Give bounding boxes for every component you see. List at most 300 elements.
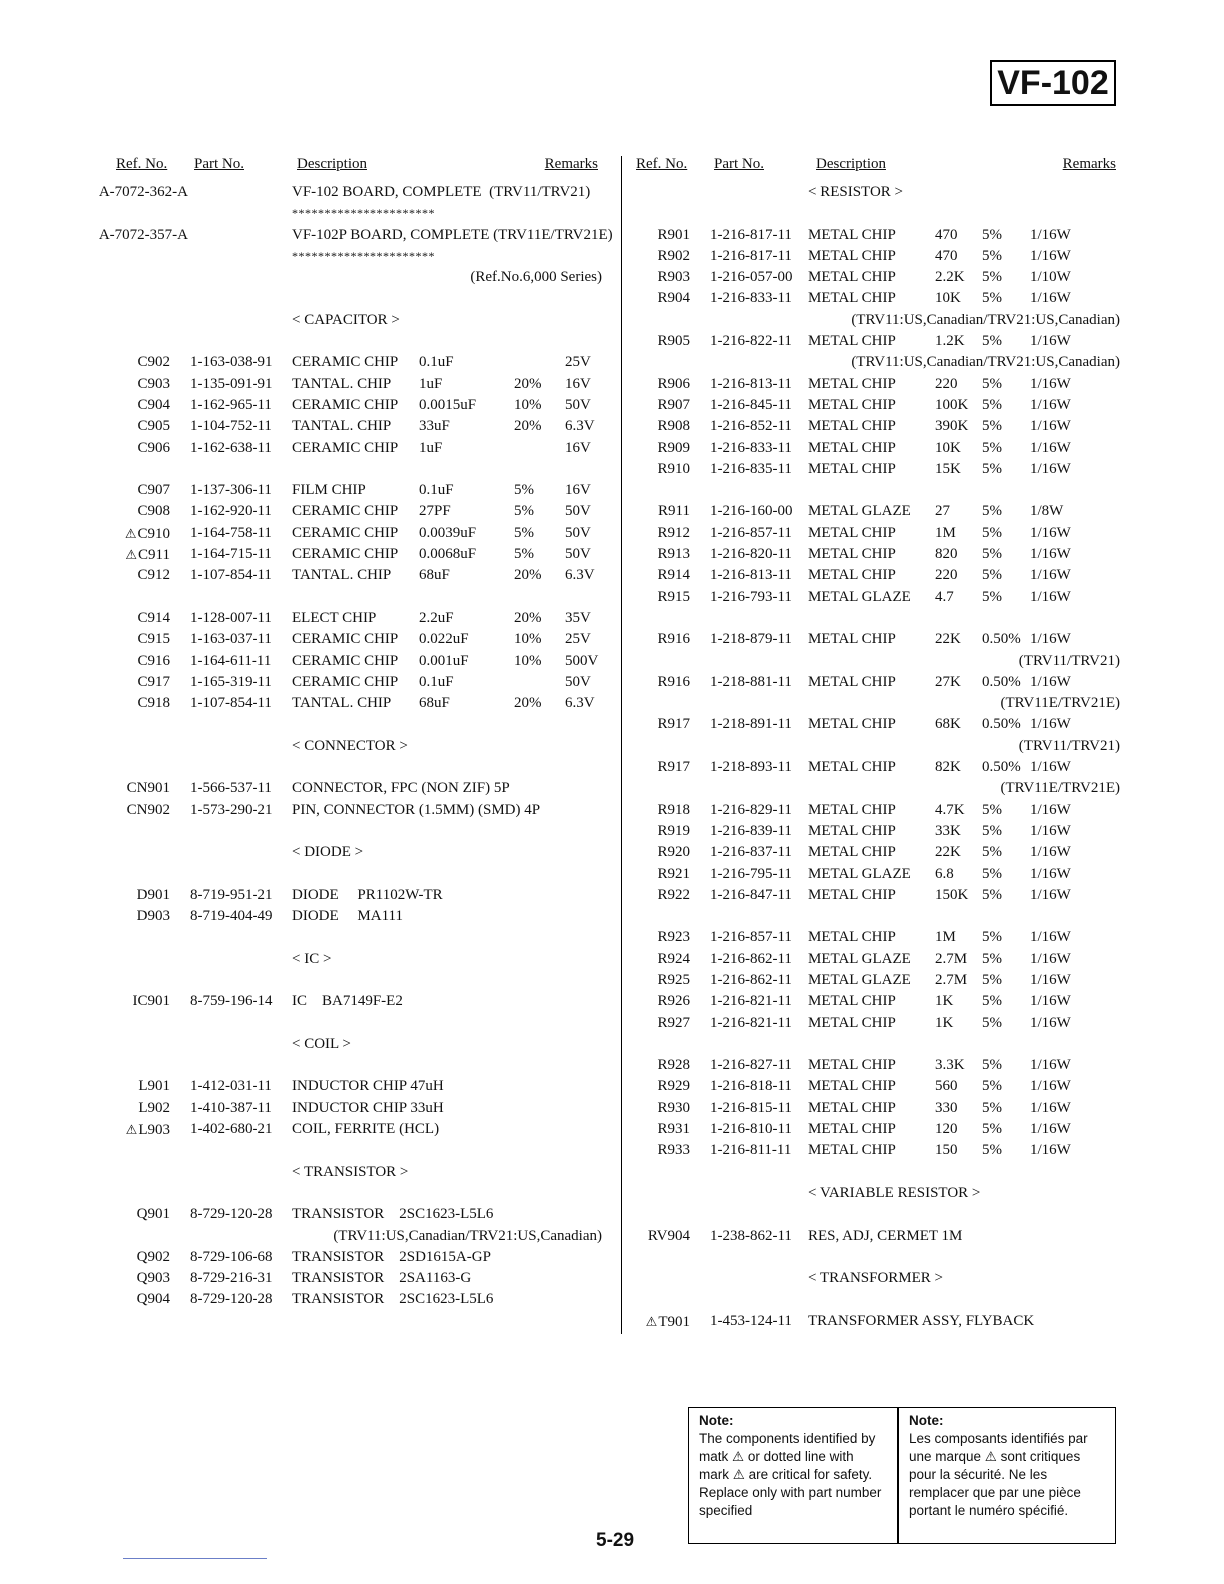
parts-rows	[632, 182, 1120, 1332]
section-heading	[112, 1162, 602, 1183]
ref-number: C912	[137, 567, 170, 584]
ref-cell	[632, 949, 690, 970]
value: 1K	[935, 993, 954, 1010]
ref-cell	[112, 544, 170, 566]
warning-icon: ⚠	[125, 547, 138, 563]
ref-cell	[632, 714, 690, 735]
rating: 1/16W	[1030, 822, 1071, 839]
part-row	[112, 1289, 602, 1310]
ref-cell	[632, 991, 690, 1012]
ref-number: R929	[657, 1078, 690, 1095]
description: METAL CHIP	[808, 993, 896, 1010]
blank-row	[112, 1140, 602, 1161]
part-row	[112, 800, 602, 821]
description: METAL CHIP	[808, 886, 896, 903]
tolerance: 5%	[982, 1142, 1002, 1159]
ref-cell	[632, 672, 690, 693]
part-row	[632, 225, 1120, 246]
ref-cell	[112, 352, 170, 373]
tolerance: 5%	[982, 247, 1002, 264]
rating: 1/8W	[1030, 503, 1064, 520]
ref-cell	[112, 629, 170, 650]
part-row	[632, 459, 1120, 480]
rating: 1/16W	[1030, 524, 1071, 541]
ref-cell	[112, 651, 170, 672]
blank-row	[112, 1013, 602, 1034]
description: METAL CHIP	[808, 673, 896, 690]
value: 0.0039uF	[419, 524, 477, 541]
part-number: 1-216-837-11	[710, 844, 792, 861]
description: INDUCTOR CHIP 47uH	[292, 1078, 444, 1095]
part-row	[632, 864, 1120, 885]
part-row	[112, 1119, 602, 1140]
section-heading-text: < TRANSFORMER >	[808, 1270, 944, 1287]
description: METAL CHIP	[808, 631, 896, 648]
part-number: 1-216-811-11	[710, 1142, 792, 1159]
section-heading-text: < IC >	[292, 950, 332, 967]
part-number: 1-162-920-11	[190, 503, 272, 520]
description: CERAMIC CHIP	[292, 546, 399, 563]
description: DIODE MA111	[292, 908, 403, 925]
tolerance: 5%	[982, 460, 1002, 477]
ref-cell	[112, 1098, 170, 1119]
parts-rows	[98, 182, 613, 1311]
rating: 16V	[565, 439, 591, 456]
blank-row	[632, 1162, 1120, 1183]
header-remarks: Remarks	[544, 156, 598, 172]
rating: 1/16W	[1030, 929, 1071, 946]
value: 33K	[935, 822, 961, 839]
value: 2.2K	[935, 269, 965, 286]
header-part: Part No.	[714, 156, 764, 172]
header-part: Part No.	[194, 156, 244, 172]
description: METAL CHIP	[808, 247, 896, 264]
ref-number: R921	[657, 865, 690, 882]
ref-cell	[632, 225, 690, 246]
part-row	[112, 544, 602, 565]
tolerance: 5%	[982, 588, 1002, 605]
blank-row	[112, 459, 602, 480]
ref-number: R902	[657, 247, 690, 264]
tolerance: 10%	[514, 652, 542, 669]
ref-cell	[112, 1204, 170, 1225]
part-row	[632, 1076, 1120, 1097]
part-row	[632, 331, 1120, 352]
tolerance: 0.50%	[982, 716, 1021, 733]
tolerance: 5%	[514, 546, 534, 563]
tolerance: 5%	[982, 333, 1002, 350]
tolerance: 0.50%	[982, 631, 1021, 648]
rating: 1/16W	[1030, 759, 1071, 776]
description: METAL GLAZE	[808, 950, 911, 967]
blank-row	[112, 1183, 602, 1204]
ref-number: R918	[657, 801, 690, 818]
part-row	[632, 672, 1120, 693]
tolerance: 5%	[982, 439, 1002, 456]
note-divider	[897, 1408, 899, 1543]
ref-number: R913	[657, 546, 690, 563]
description: METAL CHIP	[808, 524, 896, 541]
value: 1uF	[419, 439, 443, 456]
part-row	[632, 1311, 1120, 1332]
ref-number: C907	[137, 482, 170, 499]
part-row	[632, 1055, 1120, 1076]
part-row	[632, 1098, 1120, 1119]
tolerance: 5%	[982, 801, 1002, 818]
rating: 1/16W	[1030, 865, 1071, 882]
ref-cell	[632, 374, 690, 395]
tolerance: 10%	[514, 396, 542, 413]
part-number: 1-216-845-11	[710, 396, 792, 413]
blank-row	[112, 288, 602, 309]
section-heading-text: < CAPACITOR >	[292, 311, 400, 328]
ref-number: R912	[657, 524, 690, 541]
part-row	[112, 1268, 602, 1289]
part-row	[112, 778, 602, 799]
part-row	[632, 565, 1120, 586]
part-row	[632, 587, 1120, 608]
tolerance: 0.50%	[982, 673, 1021, 690]
tolerance: 5%	[514, 482, 534, 499]
part-number: 1-164-758-11	[190, 524, 272, 541]
ref-cell	[112, 885, 170, 906]
tolerance: 5%	[982, 1014, 1002, 1031]
ref-number: R903	[657, 269, 690, 286]
rating: 1/16W	[1030, 844, 1071, 861]
part-number: 1-216-835-11	[710, 460, 792, 477]
ref-number: C916	[137, 652, 170, 669]
tolerance: 5%	[982, 1099, 1002, 1116]
ref-number: R919	[657, 822, 690, 839]
part-row	[112, 416, 602, 437]
column-divider	[621, 156, 622, 1334]
description: METAL CHIP	[808, 929, 896, 946]
rating: 1/16W	[1030, 333, 1071, 350]
part-number: 1-218-881-11	[710, 673, 792, 690]
rating: 1/16W	[1030, 1057, 1071, 1074]
part-row	[112, 480, 602, 501]
part-row	[112, 1247, 602, 1268]
ref-cell	[112, 480, 170, 501]
page-title: VF-102	[990, 60, 1116, 106]
description: FILM CHIP	[292, 482, 366, 499]
description: METAL CHIP	[808, 546, 896, 563]
description: CERAMIC CHIP	[292, 631, 399, 648]
rating: 1/16W	[1030, 588, 1071, 605]
part-number: 1-216-833-11	[710, 439, 792, 456]
value: 470	[935, 247, 958, 264]
ref-number: R922	[657, 886, 690, 903]
part-number: 1-453-124-11	[710, 1312, 792, 1329]
rating: 50V	[565, 524, 591, 541]
value: 1.2K	[935, 333, 965, 350]
tolerance: 20%	[514, 418, 542, 435]
rating: 1/16W	[1030, 1099, 1071, 1116]
part-number: 1-164-611-11	[190, 652, 272, 669]
value: 15K	[935, 460, 961, 477]
ref-cell	[112, 438, 170, 459]
part-number: 1-216-057-00	[710, 269, 793, 286]
ref-cell	[632, 523, 690, 544]
header-ref: Ref. No.	[636, 156, 688, 172]
asterisk-separator: **********************	[292, 248, 435, 263]
section-heading	[112, 736, 602, 757]
ref-cell	[632, 544, 690, 565]
part-row	[632, 267, 1120, 288]
part-row	[632, 523, 1120, 544]
ref-number: Q903	[136, 1270, 170, 1287]
description: CERAMIC CHIP	[292, 652, 399, 669]
ref-cell	[632, 565, 690, 586]
value: 390K	[935, 418, 969, 435]
ref-cell	[632, 246, 690, 267]
section-heading	[632, 1183, 1120, 1204]
part-row	[112, 438, 602, 459]
part-number: 1-216-852-11	[710, 418, 792, 435]
rating: 1/16W	[1030, 418, 1071, 435]
part-number: 1-218-893-11	[710, 759, 792, 776]
part-row	[112, 501, 602, 522]
remark-text: (TRV11/TRV21)	[1018, 652, 1120, 669]
part-number: 1-573-290-21	[190, 801, 273, 818]
ref-number: R904	[657, 290, 690, 307]
rating: 50V	[565, 546, 591, 563]
part-row	[112, 1076, 602, 1097]
ref-number: C904	[137, 396, 170, 413]
value: 0.1uF	[419, 354, 454, 371]
ref-cell	[632, 501, 690, 522]
separator-row	[112, 203, 602, 224]
description: METAL GLAZE	[808, 588, 911, 605]
part-row	[112, 885, 602, 906]
rating: 1/16W	[1030, 716, 1071, 733]
remark-text: (TRV11:US,Canadian/TRV21:US,Canadian)	[333, 1227, 602, 1244]
description: TANTAL. CHIP	[292, 375, 392, 392]
ref-cell	[632, 331, 690, 352]
tolerance: 5%	[982, 929, 1002, 946]
part-number: 8-729-120-28	[190, 1206, 273, 1223]
value: 27K	[935, 673, 961, 690]
part-row	[112, 352, 602, 373]
value: 27	[935, 503, 950, 520]
ref-number: R923	[657, 929, 690, 946]
ref-cell	[632, 1140, 690, 1161]
value: 1M	[935, 524, 956, 541]
part-number: 1-164-715-11	[190, 546, 272, 563]
section-heading	[112, 1034, 602, 1055]
ref-number: R920	[657, 844, 690, 861]
part-row	[632, 374, 1120, 395]
blank-row	[632, 1289, 1120, 1310]
value: 470	[935, 226, 958, 243]
value: 220	[935, 375, 958, 392]
value: 4.7	[935, 588, 954, 605]
part-number: 1-216-829-11	[710, 801, 792, 818]
section-heading-text: < COIL >	[292, 1035, 351, 1052]
description: METAL CHIP	[808, 822, 896, 839]
part-row	[112, 608, 602, 629]
ref-cell	[632, 1311, 690, 1333]
ref-cell	[632, 1226, 690, 1247]
value: 120	[935, 1121, 958, 1138]
rating: 1/16W	[1030, 993, 1071, 1010]
blank-row	[632, 608, 1120, 629]
part-number: 1-216-160-00	[710, 503, 793, 520]
part-row	[632, 800, 1120, 821]
rating: 25V	[565, 631, 591, 648]
part-row	[632, 885, 1120, 906]
part-row	[112, 1098, 602, 1119]
section-heading	[112, 949, 602, 970]
part-number: 1-216-857-11	[710, 929, 792, 946]
description: METAL CHIP	[808, 333, 896, 350]
rating: 25V	[565, 354, 591, 371]
value: 150K	[935, 886, 969, 903]
part-number: 1-165-319-11	[190, 673, 272, 690]
part-number: 1-216-862-11	[710, 950, 792, 967]
board-description: VF-102P BOARD, COMPLETE (TRV11E/TRV21E)	[292, 226, 613, 243]
section-heading	[632, 1268, 1120, 1289]
board-description: VF-102 BOARD, COMPLETE (TRV11/TRV21)	[292, 184, 591, 200]
part-row	[632, 821, 1120, 842]
value: 1uF	[419, 375, 443, 392]
part-number: 1-238-862-11	[710, 1227, 792, 1244]
part-row	[632, 438, 1120, 459]
value: 33uF	[419, 418, 450, 435]
rating: 6.3V	[565, 567, 595, 584]
ref-number: C918	[137, 695, 170, 712]
rating: 1/10W	[1030, 269, 1071, 286]
part-row	[112, 906, 602, 927]
ref-cell	[632, 395, 690, 416]
warning-icon: ⚠	[645, 1313, 658, 1329]
ref-cell	[632, 1013, 690, 1034]
ref-number: C902	[137, 354, 170, 371]
ref-number: R917	[657, 716, 690, 733]
ref-cell	[632, 629, 690, 650]
ref-cell	[112, 693, 170, 714]
description: METAL CHIP	[808, 1078, 896, 1095]
part-number: 1-216-820-11	[710, 546, 792, 563]
header-remarks: Remarks	[1062, 156, 1116, 172]
part-row	[632, 501, 1120, 522]
part-number: 1-216-810-11	[710, 1121, 792, 1138]
rating: 1/16W	[1030, 1014, 1071, 1031]
ref-cell	[632, 459, 690, 480]
ref-cell	[112, 1289, 170, 1310]
description: CERAMIC CHIP	[292, 503, 399, 520]
value: 0.001uF	[419, 652, 469, 669]
tolerance: 5%	[982, 1121, 1002, 1138]
part-row	[632, 629, 1120, 650]
rating: 1/16W	[1030, 247, 1071, 264]
section-heading-text: < TRANSISTOR >	[292, 1163, 409, 1180]
ref-number: R916	[657, 631, 690, 648]
part-number: A-7072-357-A	[98, 226, 188, 243]
description: CERAMIC CHIP	[292, 524, 399, 541]
value: 82K	[935, 759, 961, 776]
part-row	[632, 1140, 1120, 1161]
ref-cell	[632, 970, 690, 991]
header-ref: Ref. No.	[116, 156, 168, 172]
ref-cell	[632, 416, 690, 437]
description: METAL CHIP	[808, 1014, 896, 1031]
tolerance: 5%	[982, 226, 1002, 243]
parts-list-left-column	[98, 152, 613, 1311]
description: CERAMIC CHIP	[292, 396, 399, 413]
value: 1M	[935, 929, 956, 946]
description: METAL CHIP	[808, 759, 896, 776]
parts-list-right-column	[632, 152, 1120, 1332]
value: 560	[935, 1078, 958, 1095]
part-row	[112, 1204, 602, 1225]
rating: 1/16W	[1030, 673, 1071, 690]
ref-cell	[112, 523, 170, 545]
description: METAL CHIP	[808, 396, 896, 413]
tolerance: 5%	[982, 269, 1002, 286]
part-number: 1-412-031-11	[190, 1078, 272, 1095]
part-number: 8-719-404-49	[190, 908, 273, 925]
value: 2.2uF	[419, 609, 454, 626]
part-row	[112, 672, 602, 693]
description: CONNECTOR, FPC (NON ZIF) 5P	[292, 780, 510, 797]
part-row	[632, 416, 1120, 437]
tolerance: 5%	[982, 503, 1002, 520]
part-number: 1-216-795-11	[710, 865, 792, 882]
part-row	[112, 565, 602, 586]
part-row	[632, 927, 1120, 948]
tolerance: 10%	[514, 631, 542, 648]
part-number: 1-216-833-11	[710, 290, 792, 307]
tolerance: 5%	[982, 865, 1002, 882]
description: METAL CHIP	[808, 1099, 896, 1116]
ref-number: D903	[136, 908, 170, 925]
value: 0.0015uF	[419, 396, 477, 413]
blank-row	[632, 480, 1120, 501]
part-number: 1-216-793-11	[710, 588, 792, 605]
remark-row	[112, 1226, 602, 1247]
remark-text: (TRV11E/TRV21E)	[1000, 695, 1120, 712]
remark-text: (TRV11/TRV21)	[1018, 737, 1120, 754]
part-number: 1-410-387-11	[190, 1099, 272, 1116]
ref-cell	[112, 501, 170, 522]
ref-number: C903	[137, 375, 170, 392]
part-row	[632, 1119, 1120, 1140]
tolerance: 5%	[982, 844, 1002, 861]
rating: 1/16W	[1030, 226, 1071, 243]
ref-cell	[112, 565, 170, 586]
ref-number: R901	[657, 226, 690, 243]
ref-number: R925	[657, 971, 690, 988]
tolerance: 5%	[982, 290, 1002, 307]
rating: 1/16W	[1030, 439, 1071, 456]
description: METAL CHIP	[808, 418, 896, 435]
ref-cell	[112, 374, 170, 395]
part-number: 1-566-537-11	[190, 780, 272, 797]
part-row	[112, 991, 602, 1012]
ref-number: R917	[657, 759, 690, 776]
ref-cell	[112, 395, 170, 416]
ref-number: R928	[657, 1057, 690, 1074]
part-number: 1-162-965-11	[190, 396, 272, 413]
blank-row	[632, 203, 1120, 224]
value: 22K	[935, 631, 961, 648]
tolerance: 20%	[514, 609, 542, 626]
description: METAL CHIP	[808, 226, 896, 243]
remark-row	[632, 736, 1120, 757]
ref-cell	[112, 1119, 170, 1141]
description: TRANSFORMER ASSY, FLYBACK	[808, 1312, 1035, 1329]
